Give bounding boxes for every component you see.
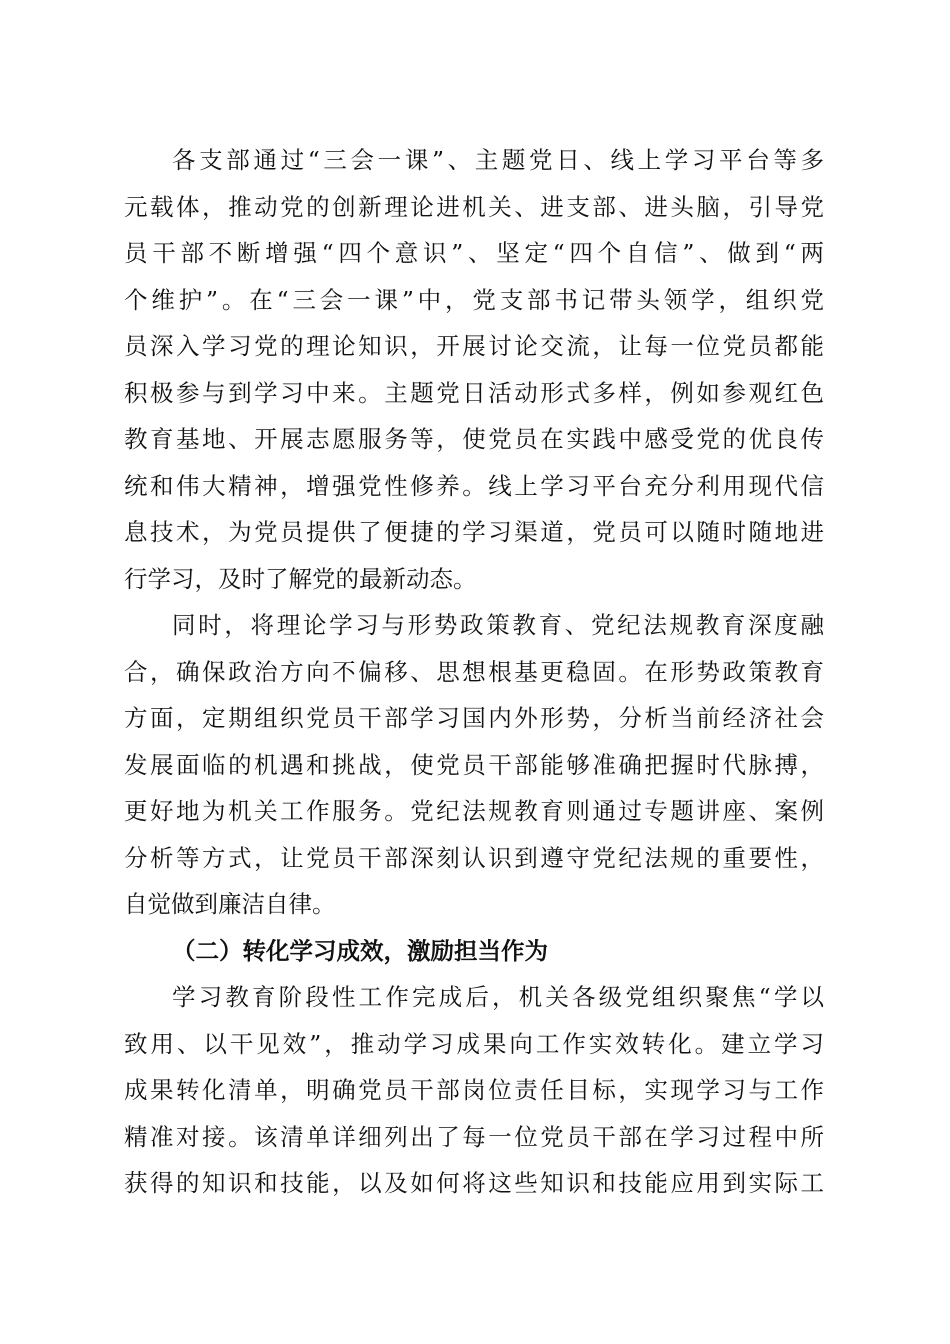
text-line: 致用、以干见效”，推动学习成果向工作实效转化。建立学习 — [124, 1029, 824, 1058]
paragraph-policy-education — [124, 602, 824, 928]
text-line: 方面，定期组织党员干部学习国内外形势，分析当前经济社会 — [124, 704, 824, 732]
text-line: 员深入学习党的理论知识，开展讨论交流，让每一位党员都能 — [124, 332, 824, 360]
text-line: 同时，将理论学习与形势政策教育、党纪法规教育深度融 — [172, 611, 824, 639]
text-line: 自觉做到廉洁自律。 — [124, 890, 336, 918]
document-body — [124, 137, 824, 1207]
section-heading: （二）转化学习成效，激励担当作为 — [172, 936, 548, 965]
text-line: 息技术，为党员提供了便捷的学习渠道，党员可以随时随地进 — [124, 518, 824, 546]
text-line: 发展面临的机遇和挑战，使党员干部能够准确把握时代脉搏， — [124, 750, 824, 779]
text-line: 学习教育阶段性工作完成后，机关各级党组织聚焦“学以 — [172, 983, 824, 1011]
text-line: 更好地为机关工作服务。党纪法规教育则通过专题讲座、案例 — [124, 797, 824, 825]
text-line: 元载体，推动党的创新理论进机关、进支部、进头脑，引导党 — [124, 192, 824, 221]
text-line: 精准对接。该清单详细列出了每一位党员干部在学习过程中所 — [124, 1122, 824, 1151]
text-line: 行学习，及时了解党的最新动态。 — [124, 564, 477, 593]
text-line: 成果转化清单，明确党员干部岗位责任目标，实现学习与工作 — [124, 1076, 824, 1104]
text-line: 积极参与到学习中来。主题党日活动形式多样，例如参观红色 — [124, 378, 824, 407]
paragraph-party-branch-learning — [124, 137, 824, 602]
text-line: 员干部不断增强“四个意识”、坚定“四个自信”、做到“两 — [124, 239, 824, 267]
text-line: 个维护”。在“三会一课”中，党支部书记带头领学，组织党 — [124, 285, 824, 314]
text-line: 统和伟大精神，增强党性修养。线上学习平台充分利用现代信 — [124, 471, 824, 500]
paragraph-learning-outcomes — [124, 974, 824, 1207]
text-line: 获得的知识和技能，以及如何将这些知识和技能应用到实际工 — [124, 1169, 824, 1197]
text-line: 合，确保政治方向不偏移、思想根基更稳固。在形势政策教育 — [124, 657, 824, 686]
text-line: 各支部通过“三会一课”、主题党日、线上学习平台等多 — [172, 146, 824, 174]
text-line: 教育基地、开展志愿服务等，使党员在实践中感受党的优良传 — [124, 425, 824, 453]
text-line: 分析等方式，让党员干部深刻认识到遵守党纪法规的重要性， — [124, 843, 824, 872]
